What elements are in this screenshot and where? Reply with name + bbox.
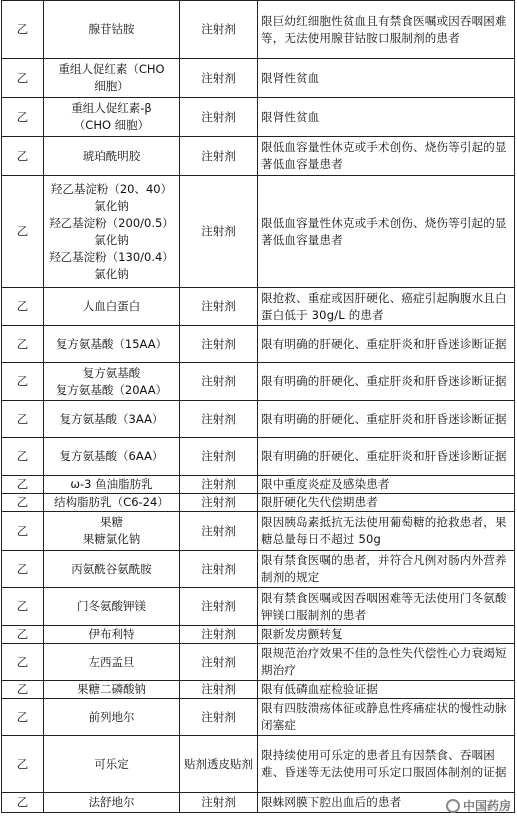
category-cell: 乙 — [2, 1, 44, 59]
drug-name-cell — [44, 288, 180, 326]
drug-name-line: 结构脂肪乳（C6-24） — [54, 495, 169, 509]
drug-name-line: 腺苷钴胺 — [88, 22, 135, 36]
restriction-cell: 限巨幼红细胞性贫血且有禁食医嘱或因吞咽困难等，无法使用腺苷钴胺口服制剂的患者 — [258, 1, 515, 59]
restriction-cell: 限有明确的肝硬化、重症肝炎和肝昏迷诊断证据 — [258, 363, 515, 401]
category-cell: 乙 — [2, 438, 44, 476]
category-cell: 乙 — [2, 512, 44, 551]
drug-name-line: 门冬氨酸钾镁 — [77, 599, 146, 613]
drug-name-line: 复方氨基酸（20AA） — [55, 382, 168, 397]
category-cell: 乙 — [2, 176, 44, 288]
table-row — [2, 326, 515, 363]
drug-name-cell — [44, 626, 180, 644]
category-cell: 乙 — [2, 736, 44, 793]
restriction-cell: 限低血容量性休克或手术创伤、烧伤等引起的显著低血容量患者 — [258, 137, 515, 176]
dosage-form-cell: 注射剂 — [180, 626, 258, 644]
restriction-cell: 限有明确的肝硬化、重症肝炎和肝昏迷诊断证据 — [258, 401, 515, 438]
dosage-form-cell: 注射剂 — [180, 793, 258, 813]
table-row — [2, 137, 515, 176]
table-body — [2, 1, 515, 813]
restriction-cell: 限有明确的肝硬化、重症肝炎和肝昏迷诊断证据 — [258, 326, 515, 363]
category-cell: 乙 — [2, 551, 44, 588]
dosage-form-cell: 注射剂 — [180, 438, 258, 476]
restriction-cell: 限肾性贫血 — [258, 98, 515, 137]
table-row — [2, 736, 515, 793]
category-cell: 乙 — [2, 644, 44, 681]
dosage-form-cell: 注射剂 — [180, 699, 258, 736]
drug-name-line: 左西孟旦 — [88, 654, 135, 669]
dosage-form-cell: 注射剂 — [180, 1, 258, 59]
table-row — [2, 1, 515, 59]
table-row — [2, 494, 515, 512]
drug-name-line: 羟乙基淀粉（200/0.5） — [49, 215, 174, 230]
dosage-form-cell: 注射剂 — [180, 494, 258, 512]
drug-name-line: 果糖氯化钠 — [82, 532, 141, 546]
dosage-form-cell: 注射剂 — [180, 59, 258, 98]
dosage-form-cell: 注射剂 — [180, 476, 258, 494]
watermark — [446, 797, 511, 814]
drug-name-line: 氯化钠 — [94, 198, 129, 213]
drug-name-cell — [44, 494, 180, 512]
dosage-form-cell: 注射剂 — [180, 363, 258, 401]
category-cell: 乙 — [2, 98, 44, 137]
table-row — [2, 644, 515, 681]
table-row — [2, 551, 515, 588]
drug-name-cell — [44, 551, 180, 588]
dosage-form-cell: 注射剂 — [180, 137, 258, 176]
drug-name-line: 重组人促红素（CHO — [58, 62, 165, 76]
drug-name-line: 伊布利特 — [88, 627, 135, 641]
restriction-cell: 限规范治疗效果不佳的急性失代偿性心力衰竭短期治疗 — [258, 644, 515, 681]
table-row — [2, 288, 515, 326]
restriction-cell: 限持续使用可乐定的患者且有因禁食、吞咽困难、昏迷等无法使用可乐定口服固体制剂的证据 — [258, 736, 515, 793]
category-cell: 乙 — [2, 699, 44, 736]
table-row — [2, 512, 515, 551]
restriction-cell: 限低血容量性休克或手术创伤、烧伤等引起的显著低血容量患者 — [258, 176, 515, 288]
drug-name-line: 复方氨基酸（15AA） — [55, 336, 168, 351]
drug-name-cell — [44, 793, 180, 813]
drug-name-line: 细胞） — [94, 79, 129, 93]
dosage-form-cell: 注射剂 — [180, 644, 258, 681]
restriction-cell: 限有低磷血症检验证据 — [258, 681, 515, 699]
table-row — [2, 176, 515, 288]
table-row — [2, 476, 515, 494]
table-row — [2, 363, 515, 401]
drug-name-line: 果糖二磷酸钠 — [77, 682, 146, 696]
dosage-form-cell: 注射剂 — [180, 401, 258, 438]
category-cell: 乙 — [2, 326, 44, 363]
table-row — [2, 626, 515, 644]
drug-name-cell — [44, 401, 180, 438]
drug-name-cell — [44, 681, 180, 699]
restriction-cell: 限有禁食医嘱的患者，并符合凡例对肠内外营养制剂的规定 — [258, 551, 515, 588]
category-cell: 乙 — [2, 793, 44, 813]
drug-name-line: 羟乙基淀粉（20、40） — [50, 181, 173, 196]
drug-name-line: 复方氨基酸（3AA） — [59, 411, 164, 426]
drug-name-line: 丙氨酰谷氨酰胺 — [71, 561, 152, 576]
drug-name-line: 重组人促红素-β — [71, 101, 152, 115]
drug-name-line: 可乐定 — [94, 756, 129, 771]
dosage-form-cell: 注射剂 — [180, 512, 258, 551]
table-row — [2, 699, 515, 736]
category-cell: 乙 — [2, 59, 44, 98]
drug-name-cell — [44, 98, 180, 137]
drug-name-line: （CHO 细胞） — [73, 118, 150, 132]
dosage-form-cell: 注射剂 — [180, 681, 258, 699]
dosage-form-cell: 注射剂 — [180, 98, 258, 137]
restriction-cell: 限抢救、重症或因肝硬化、癌症引起胸腹水且白蛋白低于 30g/L 的患者 — [258, 288, 515, 326]
drug-name-cell — [44, 363, 180, 401]
restriction-cell: 限有明确的肝硬化、重症肝炎和肝昏迷诊断证据 — [258, 438, 515, 476]
category-cell: 乙 — [2, 626, 44, 644]
drug-name-line: ω-3 鱼油脂肪乳 — [70, 477, 153, 491]
restriction-cell: 限中重度炎症及感染患者 — [258, 476, 515, 494]
watermark-text: 中国药房 — [462, 799, 511, 813]
drug-name-cell — [44, 176, 180, 288]
dosage-form-cell: 注射剂 — [180, 588, 258, 626]
table-row — [2, 401, 515, 438]
drug-name-line: 琥珀酰明胶 — [82, 148, 141, 163]
category-cell: 乙 — [2, 288, 44, 326]
drug-table — [1, 0, 515, 813]
drug-name-cell — [44, 736, 180, 793]
dosage-form-cell: 贴剂透皮贴剂 — [180, 736, 258, 793]
drug-name-line: 氯化钠 — [94, 266, 129, 281]
drug-name-line: 法舒地尔 — [88, 795, 135, 809]
drug-name-cell — [44, 699, 180, 736]
drug-name-cell — [44, 588, 180, 626]
drug-name-cell — [44, 512, 180, 551]
drug-name-cell — [44, 137, 180, 176]
table-row — [2, 588, 515, 626]
drug-name-cell — [44, 1, 180, 59]
dosage-form-cell: 注射剂 — [180, 176, 258, 288]
restriction-cell: 限新发房颤转复 — [258, 626, 515, 644]
drug-name-line: 羟乙基淀粉（130/0.4） — [49, 249, 174, 264]
drug-name-cell — [44, 644, 180, 681]
restriction-cell: 限肝硬化失代偿期患者 — [258, 494, 515, 512]
watermark-icon — [446, 799, 460, 813]
dosage-form-cell: 注射剂 — [180, 326, 258, 363]
drug-name-cell — [44, 476, 180, 494]
restriction-cell: 限肾性贫血 — [258, 59, 515, 98]
table-row — [2, 793, 515, 813]
drug-name-line: 人血白蛋白 — [82, 299, 141, 313]
table-row — [2, 98, 515, 137]
category-cell: 乙 — [2, 401, 44, 438]
category-cell: 乙 — [2, 494, 44, 512]
drug-name-line: 复方氨基酸（6AA） — [59, 449, 164, 463]
table-row — [2, 438, 515, 476]
restriction-cell: 限有禁食医嘱或因吞咽困难等无法使用门冬氨酸钾镁口服制剂的患者 — [258, 588, 515, 626]
drug-name-line: 前列地尔 — [88, 709, 135, 724]
drug-name-cell — [44, 59, 180, 98]
drug-name-cell — [44, 326, 180, 363]
drug-name-line: 复方氨基酸 — [82, 365, 141, 380]
restriction-cell: 限有四肢溃疡体征或静息性疼痛症状的慢性动脉闭塞症 — [258, 699, 515, 736]
restriction-cell: 限蛛网膜下腔出血后的患者 — [258, 793, 515, 813]
table-row — [2, 681, 515, 699]
category-cell: 乙 — [2, 137, 44, 176]
category-cell: 乙 — [2, 681, 44, 699]
restriction-cell: 限因胰岛素抵抗无法使用葡萄糖的抢救患者，果糖总量每日不超过 50g — [258, 512, 515, 551]
category-cell: 乙 — [2, 476, 44, 494]
drug-name-cell — [44, 438, 180, 476]
category-cell: 乙 — [2, 363, 44, 401]
table-row — [2, 59, 515, 98]
drug-name-line: 氯化钠 — [94, 232, 129, 247]
category-cell: 乙 — [2, 588, 44, 626]
drug-name-line: 果糖 — [100, 515, 123, 529]
dosage-form-cell: 注射剂 — [180, 551, 258, 588]
dosage-form-cell: 注射剂 — [180, 288, 258, 326]
